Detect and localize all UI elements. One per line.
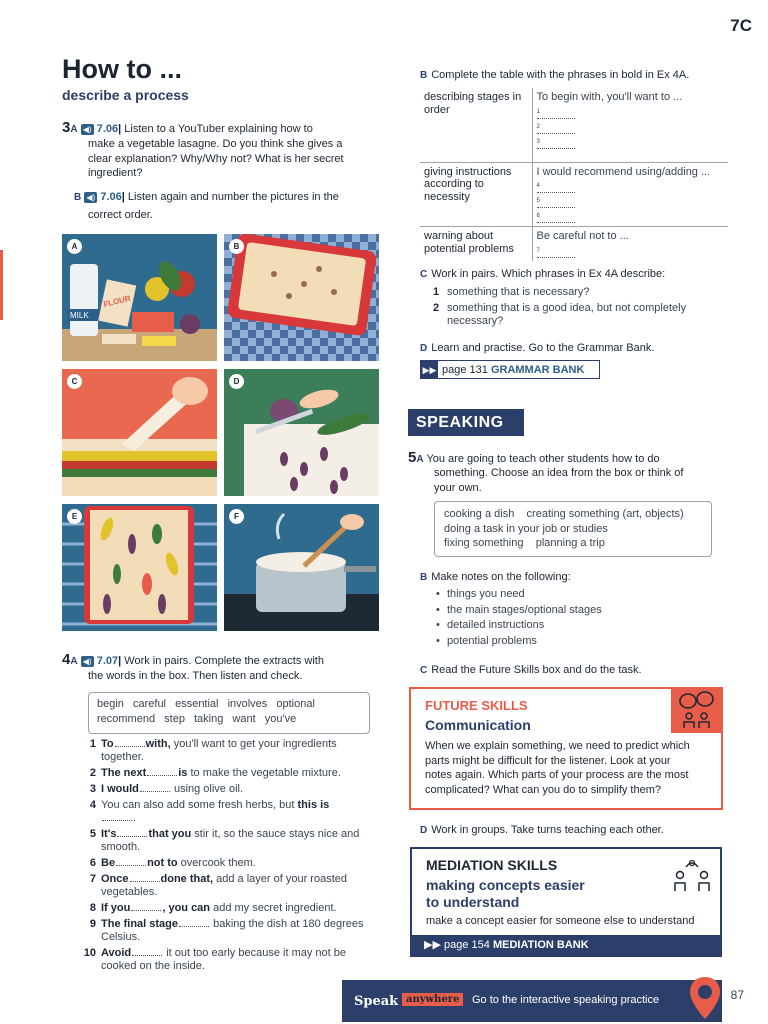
answer-blank[interactable]: 4 <box>537 182 575 193</box>
sentence-list <box>76 738 376 976</box>
future-skills-line: complicated? What can you do to simplify them? <box>425 783 662 796</box>
word-box <box>88 692 370 734</box>
bold-phrase: It's <box>101 828 117 840</box>
saucepan-illustration <box>224 504 379 631</box>
word-item: you've <box>264 712 297 725</box>
list-item: • potential problems <box>433 635 713 649</box>
exercise-5c <box>420 663 642 679</box>
idea-row: cooking a dish creating something (art, objects) <box>444 508 684 520</box>
exercise-text: Learn and practise. Go to the Grammar Bank. <box>431 342 655 354</box>
answer-blank[interactable] <box>140 791 170 792</box>
exercise-5d <box>420 823 664 839</box>
grammar-bank-text <box>438 364 584 376</box>
mediation-bank-link[interactable] <box>412 935 720 955</box>
table-phrases <box>532 162 728 227</box>
bold-phrase: If you <box>101 902 131 914</box>
future-skills-line: parts might be difficult for the listener. Look at your <box>425 754 671 767</box>
table-phrase: Be careful not to ... <box>536 230 629 242</box>
item-number: 8 <box>89 902 96 914</box>
audio-icon[interactable]: ◀) <box>84 192 97 203</box>
word-item: optional <box>276 698 315 710</box>
word-item: want <box>232 712 256 725</box>
bold-phrase: The next <box>101 767 147 779</box>
exercise-5b-list <box>433 588 713 650</box>
word-item: essential <box>175 698 219 710</box>
mediation-skills-box <box>410 847 722 957</box>
bold-phrase: is <box>178 767 188 779</box>
audio-icon[interactable]: ◀) <box>81 124 94 135</box>
sentence-text: You can also add some fresh herbs, but <box>101 799 298 811</box>
answer-blank[interactable] <box>132 955 162 956</box>
list-item <box>76 767 376 780</box>
sentence-text: add my secret ingredient. <box>210 902 337 914</box>
word-item: recommend <box>97 712 156 725</box>
exercise-4a <box>62 653 392 670</box>
item-number: 9 <box>89 918 96 930</box>
audio-track-number[interactable]: 7.06 <box>100 191 122 203</box>
list-item <box>433 302 723 329</box>
ingredients-illustration <box>62 234 217 361</box>
answer-blank[interactable] <box>115 746 145 747</box>
picture-label: C <box>67 374 82 389</box>
bold-phrase: , you can <box>162 902 211 914</box>
mediation-skills-text: make a concept easier for someone else to understand <box>426 915 695 927</box>
subtitle-line: making concepts easier <box>426 877 585 893</box>
sentence-text: stir it, so the sauce stays nice and smooth. <box>101 828 360 853</box>
sentence-text: add a layer of your roasted vegetables. <box>101 873 347 898</box>
banner-text: Go to the interactive speaking practice <box>472 994 660 1006</box>
word-row-1 <box>97 697 361 712</box>
list-item: • things you need <box>433 588 713 602</box>
audio-track-number[interactable]: 7.06 <box>96 123 119 135</box>
sentence-text: you'll want to get your ingredients together. <box>101 738 337 763</box>
separator: | <box>121 191 125 203</box>
subtitle-line: to understand <box>426 894 520 910</box>
word-row-2 <box>97 712 361 727</box>
item-number: 1 <box>89 738 96 750</box>
picture-d-chopping-vegetables <box>224 369 379 496</box>
answer-blank[interactable] <box>130 881 160 882</box>
list-item <box>76 828 376 854</box>
communication-icon <box>671 687 723 733</box>
future-skills-box <box>409 687 723 810</box>
table-category: warning about potential problems <box>420 227 532 261</box>
item-text: something that is a good idea, but not completely necessary? <box>447 301 687 327</box>
item-number: 4 <box>89 799 96 811</box>
spreading-sauce-illustration <box>62 369 217 496</box>
exercise-4b <box>420 68 689 84</box>
list-item <box>433 286 723 300</box>
item-number: 2 <box>89 767 96 779</box>
exercise-letter: A <box>70 656 78 667</box>
location-pin-icon <box>688 975 722 1024</box>
bold-phrase: with, <box>145 738 171 750</box>
separator: | <box>118 655 122 667</box>
sentence-text: . <box>133 812 137 824</box>
sentence-text: overcook them. <box>177 857 256 869</box>
lasagne-dish-illustration <box>224 234 379 361</box>
bold-phrase: this is <box>297 799 330 811</box>
audio-icon[interactable]: ◀) <box>81 656 94 667</box>
exercise-letter: C <box>420 269 428 280</box>
picture-label: F <box>229 509 244 524</box>
bold-phrase: that you <box>148 828 192 840</box>
exercise-text: Work in groups. Take turns teaching each other. <box>431 824 664 836</box>
exercise-text: Read the Future Skills box and do the task. <box>431 664 642 676</box>
exercise-text: You are going to teach other students how to do <box>426 453 660 465</box>
exercise-3b <box>74 190 394 206</box>
item-number: 5 <box>89 828 96 840</box>
exercise-4c-list <box>433 286 723 331</box>
list-item <box>76 873 376 899</box>
speak-logo-text: Speak <box>354 994 399 1009</box>
exercise-3a-cont <box>88 137 388 181</box>
phrase-table <box>420 88 728 261</box>
bold-phrase: The final stage <box>101 918 179 930</box>
answer-blank[interactable] <box>116 865 146 866</box>
picture-f-stirring-sauce <box>224 504 379 631</box>
item-number: 3 <box>89 783 96 795</box>
exercise-5b <box>420 570 571 586</box>
anywhere-logo-text: anywhere <box>402 993 463 1006</box>
picture-b-lasagne-dish <box>224 234 379 361</box>
bold-phrase: not to <box>147 857 178 869</box>
bold-phrase: I would <box>101 783 139 795</box>
sentence-text: using olive oil. <box>170 783 244 795</box>
side-tab-marker <box>0 250 3 320</box>
item-text: something that is necessary? <box>447 286 590 298</box>
list-item <box>76 738 376 764</box>
word-item: step <box>164 712 185 725</box>
link-label: GRAMMAR BANK <box>490 363 585 376</box>
future-skills-text <box>425 739 715 797</box>
item-number: 2 <box>433 301 440 314</box>
word-item: involves <box>227 698 268 710</box>
audio-track-number[interactable]: 7.07 <box>96 655 119 667</box>
word-item: begin <box>97 698 124 710</box>
list-item <box>76 902 376 915</box>
exercise-number: 4 <box>62 651 71 668</box>
sentence-text: it out too early because it may not be cooked on the inside. <box>101 947 346 972</box>
answer-blank[interactable]: 3 <box>537 138 575 149</box>
picture-label: D <box>229 374 244 389</box>
future-skills-title: FUTURE SKILLS <box>425 698 528 713</box>
exercise-4a-cont: the words in the box. Then listen and check. <box>88 670 303 682</box>
table-phrase: I would recommend using/adding ... <box>536 165 711 178</box>
word-item: taking <box>194 712 224 725</box>
table-row <box>420 88 728 162</box>
exercise-text: Listen to a YouTuber explaining how to <box>124 123 313 135</box>
exercise-text: Listen again and number the pictures in the <box>127 191 339 203</box>
list-item <box>76 918 376 944</box>
picture-e-layered-dish <box>62 504 217 631</box>
picture-label: E <box>67 509 82 524</box>
link-page: page 131 <box>442 363 488 376</box>
answer-blank[interactable]: 2 <box>537 123 575 134</box>
list-item <box>76 947 376 973</box>
exercise-text: Complete the table with the phrases in bold in Ex 4A. <box>431 69 690 81</box>
picture-a-ingredients <box>62 234 217 361</box>
double-arrow-icon: ▶▶ <box>424 939 441 951</box>
bold-phrase: Once <box>101 873 129 885</box>
table-category: describing stages in order <box>420 88 532 162</box>
exercise-text: your own. <box>434 481 482 494</box>
exercise-text: clear explanation? Why/Why not? What is her secret <box>88 152 344 165</box>
answer-blank[interactable] <box>147 775 177 776</box>
item-number: 1 <box>433 286 440 298</box>
exercise-letter: B <box>420 572 428 583</box>
page-number: 87 <box>730 988 744 1002</box>
bold-phrase: Be <box>101 857 116 869</box>
answer-blank[interactable] <box>131 910 161 911</box>
answer-blank[interactable]: 5 <box>537 197 575 208</box>
picture-label: A <box>67 239 82 254</box>
list-item <box>76 783 376 796</box>
page-subtitle: describe a process <box>62 87 189 103</box>
exercise-4d <box>420 341 654 357</box>
exercise-5a-cont <box>434 466 683 495</box>
sentence-text: baking the dish at 180 degrees Celsius. <box>101 918 364 943</box>
exercise-number: 3 <box>62 119 71 136</box>
exercise-4c <box>420 267 665 283</box>
double-arrow-icon: ▶▶ <box>421 361 438 378</box>
future-skills-line: When we explain something, we need to predict which <box>425 740 690 752</box>
future-skills-subtitle: Communication <box>425 717 531 733</box>
exercise-letter: C <box>420 665 428 676</box>
exercise-3b-cont: correct order. <box>88 209 153 221</box>
table-phrases <box>532 227 728 261</box>
milk-label: MILK <box>70 311 89 320</box>
flour-label: FLOUR <box>102 293 132 310</box>
answer-blank[interactable] <box>117 836 147 837</box>
idea-row: doing a task in your job or studies <box>444 522 608 535</box>
exercise-letter: D <box>420 343 428 354</box>
exercise-text: Work in pairs. Which phrases in Ex 4A describe: <box>431 268 666 280</box>
picture-c-cheese-sauce <box>62 369 217 496</box>
exercise-text: Work in pairs. Complete the extracts with <box>124 655 324 667</box>
chopping-illustration <box>224 369 379 496</box>
separator: | <box>118 123 122 135</box>
table-category: giving instructions according to necessity <box>420 162 532 227</box>
exercise-3a <box>62 121 392 138</box>
bold-phrase: Avoid <box>101 947 132 959</box>
answer-blank[interactable] <box>102 820 132 821</box>
picture-label: B <box>229 239 244 254</box>
idea-row: fixing something planning a trip <box>444 537 605 549</box>
answer-blank[interactable]: 6 <box>537 212 575 223</box>
ideas-box <box>434 501 712 557</box>
speaking-heading: SPEAKING <box>408 409 524 436</box>
link-label: MEDIATION BANK <box>492 939 589 951</box>
answer-blank[interactable]: 7 <box>537 247 575 258</box>
exercise-text: ingredient? <box>88 167 143 179</box>
layered-vegetables-illustration <box>62 504 217 631</box>
unit-code: 7C <box>730 16 752 35</box>
mediation-skills-title: MEDIATION SKILLS <box>426 857 558 873</box>
list-item <box>76 857 376 870</box>
exercise-number: 5 <box>408 449 417 466</box>
future-skills-line: notes again. Which parts of your process are the most <box>425 769 689 781</box>
mediation-people-icon <box>672 857 712 896</box>
item-number: 10 <box>83 947 96 959</box>
exercise-text: something. Choose an idea from the box or think of <box>434 467 684 479</box>
table-row <box>420 162 728 227</box>
grammar-bank-link[interactable] <box>420 360 600 379</box>
exercise-letter: D <box>420 825 428 836</box>
exercise-letter: A <box>416 454 424 465</box>
list-item: • the main stages/optional stages <box>433 604 713 618</box>
link-page: page 154 <box>443 939 490 951</box>
item-number: 7 <box>89 873 96 885</box>
speak-anywhere-banner[interactable] <box>342 980 722 1022</box>
bold-phrase: To <box>101 738 114 750</box>
exercise-text: make a vegetable lasagne. Do you think she gives a <box>88 138 343 150</box>
word-item: careful <box>132 698 167 710</box>
exercise-letter: B <box>420 70 428 81</box>
exercise-letter: A <box>70 124 78 135</box>
answer-blank[interactable]: 1 <box>537 108 575 119</box>
exercise-letter: B <box>74 192 82 203</box>
exercise-text: Make notes on the following: <box>431 571 571 583</box>
sentence-text: to make the vegetable mixture. <box>187 767 341 779</box>
list-item <box>76 799 376 825</box>
page-title: How to ... <box>62 54 182 84</box>
bold-phrase: done that, <box>160 873 214 885</box>
table-phrases <box>532 88 728 162</box>
table-row <box>420 227 728 261</box>
answer-blank[interactable] <box>179 926 209 927</box>
list-item: • detailed instructions <box>433 619 713 633</box>
table-phrase: To begin with, you'll want to ... <box>536 91 683 103</box>
item-number: 6 <box>89 857 96 869</box>
mediation-skills-subtitle <box>426 877 656 911</box>
